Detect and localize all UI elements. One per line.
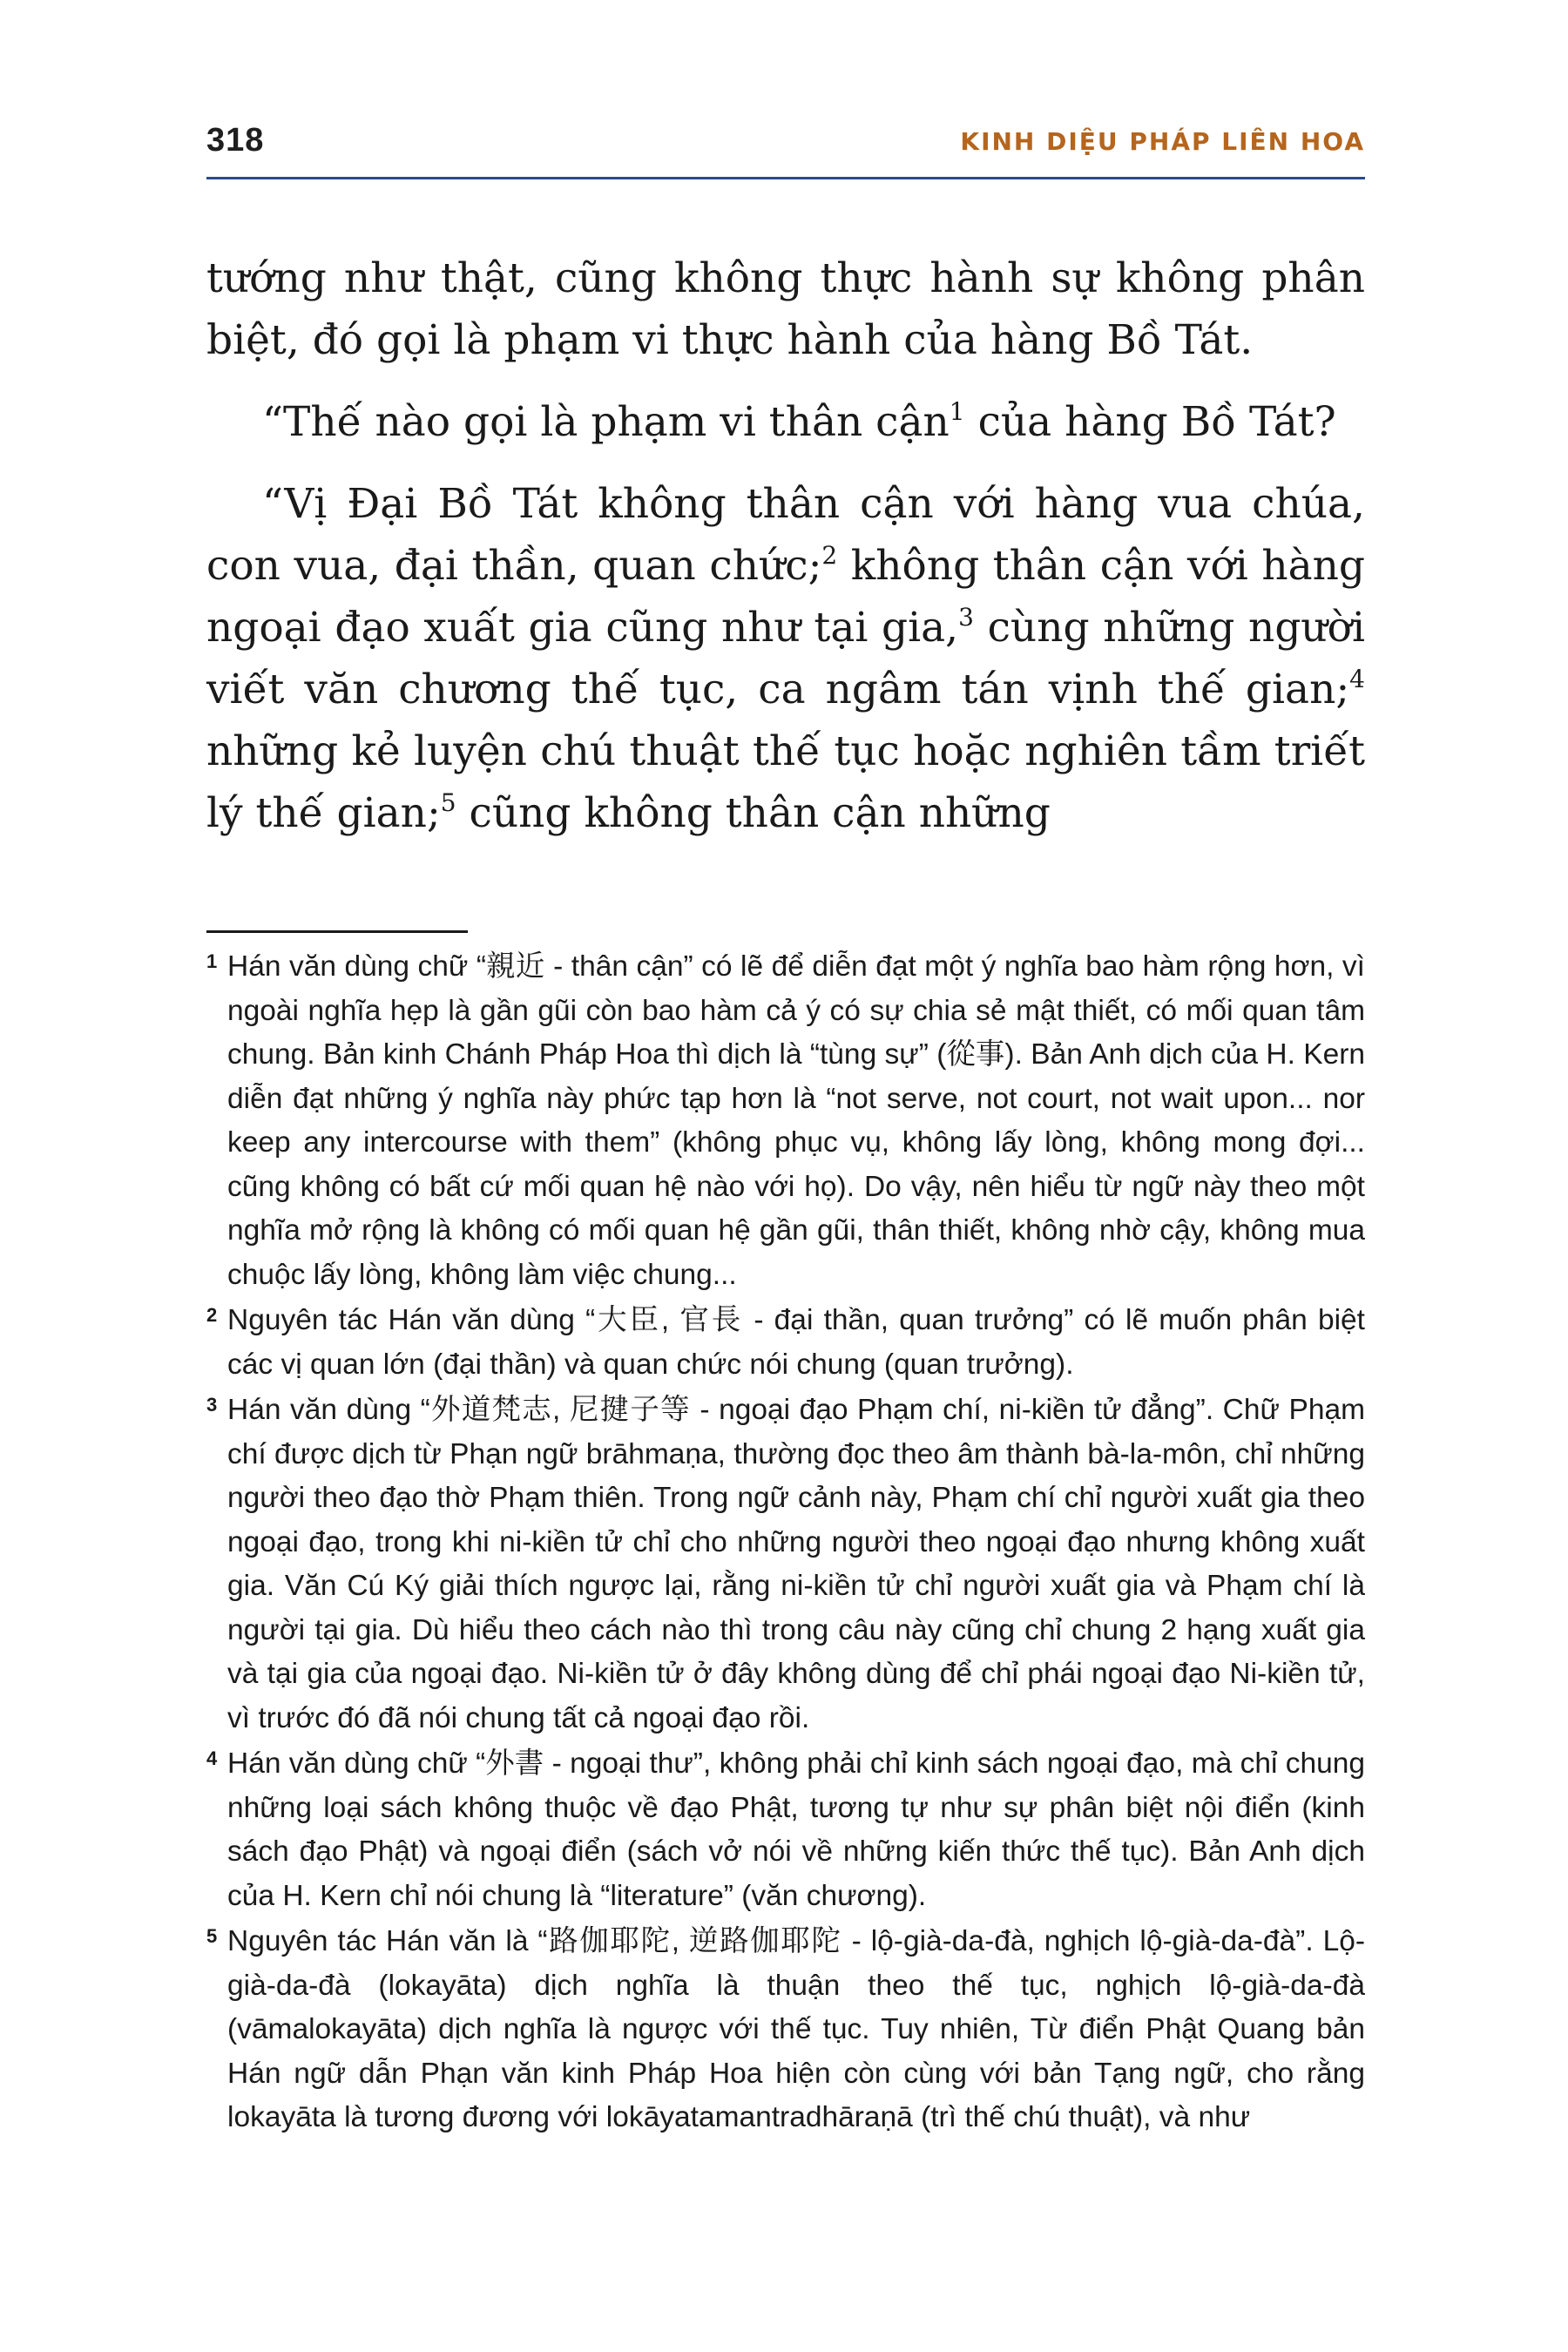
- footnote-text: Hán văn dùng “外道梵志, 尼揵子等 - ngoại đạo Phạm chí, ni-kiền tử đẳng”. Chữ Phạm chí được dịch từ Phạn ngữ brāhmaṇa, thường đọc theo âm thành bà-la-môn, chỉ những người theo đạo thờ Phạm thiên. Trong ngữ cảnh này, Phạm chí chỉ người xuất gia theo ngoại đạo, trong khi ni-kiền tử chỉ cho những người theo ngoại đạo nhưng không xuất gia. Văn Cú Ký giải thích ngược lại, rằng ni-kiền tử chỉ người xuất gia và Phạm chí là người tại gia. Dù hiểu theo cách nào thì trong câu này cũng chỉ chung 2 hạng xuất gia và tại gia của ngoại đạo. Ni-kiền tử ở đây không dùng để chỉ phái ngoại đạo Ni-kiền tử, vì trước đó đã nói chung tất cả ngoại đạo rồi.: [227, 1394, 1365, 1734]
- footnote-1: [206, 945, 1365, 1297]
- footnote-mark: 3: [206, 1394, 218, 1416]
- footnote-4: [206, 1742, 1365, 1918]
- footnote-text: Hán văn dùng chữ “外書 - ngoại thư”, không phải chỉ kinh sách ngoại đạo, mà chỉ chung những loại sách không thuộc về đạo Phật, tương tự như sự phân biệt nội điển (kinh sách đạo Phật) và ngoại điển (sách vở nói về những kiến thức thế tục). Bản Anh dịch của H. Kern chỉ nói chung là “literature” (văn chương).: [227, 1747, 1365, 1912]
- footnote-5: [206, 1920, 1365, 2140]
- footnote-text: Hán văn dùng chữ “親近 - thân cận” có lẽ để diễn đạt một ý nghĩa bao hàm rộng hơn, vì ngoài nghĩa hẹp là gần gũi còn bao hàm cả ý có sự chia sẻ mật thiết, có mối quan tâm chung. Bản kinh Chánh Pháp Hoa thì dịch là “tùng sự” (從事). Bản Anh dịch của H. Kern diễn đạt những ý nghĩa này phức tạp hơn là “not serve, not court, not wait upon... nor keep any intercourse with them” (không phục vụ, không lấy lòng, không mong đợi... cũng không có bất cứ mối quan hệ nào với họ). Do vậy, nên hiểu từ ngữ này theo một nghĩa mở rộng là không có mối quan hệ gần gũi, thân thiết, không nhờ cậy, không mua chuộc lấy lòng, không làm việc chung...: [227, 950, 1365, 1291]
- footnote-divider: [206, 930, 468, 933]
- running-title: KINH DIỆU PHÁP LIÊN HOA: [960, 127, 1365, 156]
- footnote-3: [206, 1389, 1365, 1740]
- footnote-ref-2[interactable]: 2: [821, 541, 838, 570]
- footnote-ref-3[interactable]: 3: [958, 603, 974, 632]
- footnote-ref-5[interactable]: 5: [440, 788, 456, 817]
- footnote-mark: 4: [206, 1747, 218, 1769]
- page-header: [206, 122, 1365, 174]
- main-text: [206, 247, 1365, 864]
- footnotes: [206, 945, 1365, 2142]
- footnote-mark: 5: [206, 1925, 218, 1947]
- page-number: 318: [206, 122, 265, 159]
- footnote-mark: 1: [206, 950, 218, 972]
- header-divider: [206, 177, 1365, 179]
- footnote-ref-1[interactable]: 1: [949, 397, 965, 426]
- footnote-text: Nguyên tác Hán văn là “路伽耶陀, 逆路伽耶陀 - lộ-già-da-đà, nghịch lộ-già-da-đà”. Lộ-già-da-đà (lokayāta) dịch nghĩa là thuận theo thế tục, nghịch lộ-già-da-đà (vāmalokayāta) dịch nghĩa là ngược với thế tục. Tuy nhiên, Từ điển Phật Quang bản Hán ngữ dẫn Phạn văn kinh Pháp Hoa hiện còn cùng với bản Tạng ngữ, cho rằng lokayāta là tương đương với lokāyatamantradhāraṇā (trì thế chú thuật), và như: [227, 1925, 1365, 2133]
- paragraph-continued: tướng như thật, cũng không thực hành sự không phân biệt, đó gọi là phạm vi thực hành của hàng Bồ Tát.: [206, 254, 1365, 364]
- footnote-text: Nguyên tác Hán văn dùng “大臣, 官長 - đại thần, quan trưởng” có lẽ muốn phân biệt các vị quan lớn (đại thần) và quan chức nói chung (quan trưởng).: [227, 1304, 1365, 1381]
- footnote-mark: 2: [206, 1304, 218, 1326]
- footnote-2: [206, 1299, 1365, 1387]
- paragraph-question: “Thế nào gọi là phạm vi thân cận$^1$ của hàng Bồ Tát?: [262, 397, 1336, 446]
- paragraph-answer: “Vị Đại Bồ Tát không thân cận với hàng vua chúa, con vua, đại thần, quan chức;$^2$ không thân cận với hàng ngoại đạo xuất gia cũng như tại gia,$^3$ cùng những người viết văn chương thế tục, ca ngâm tán vịnh thế gian;$^4$ những kẻ luyện chú thuật thế tục hoặc nghiên tầm triết lý thế gian;$^5$ cũng không thân cận những: [206, 480, 1366, 837]
- footnote-ref-4[interactable]: 4: [1349, 665, 1365, 693]
